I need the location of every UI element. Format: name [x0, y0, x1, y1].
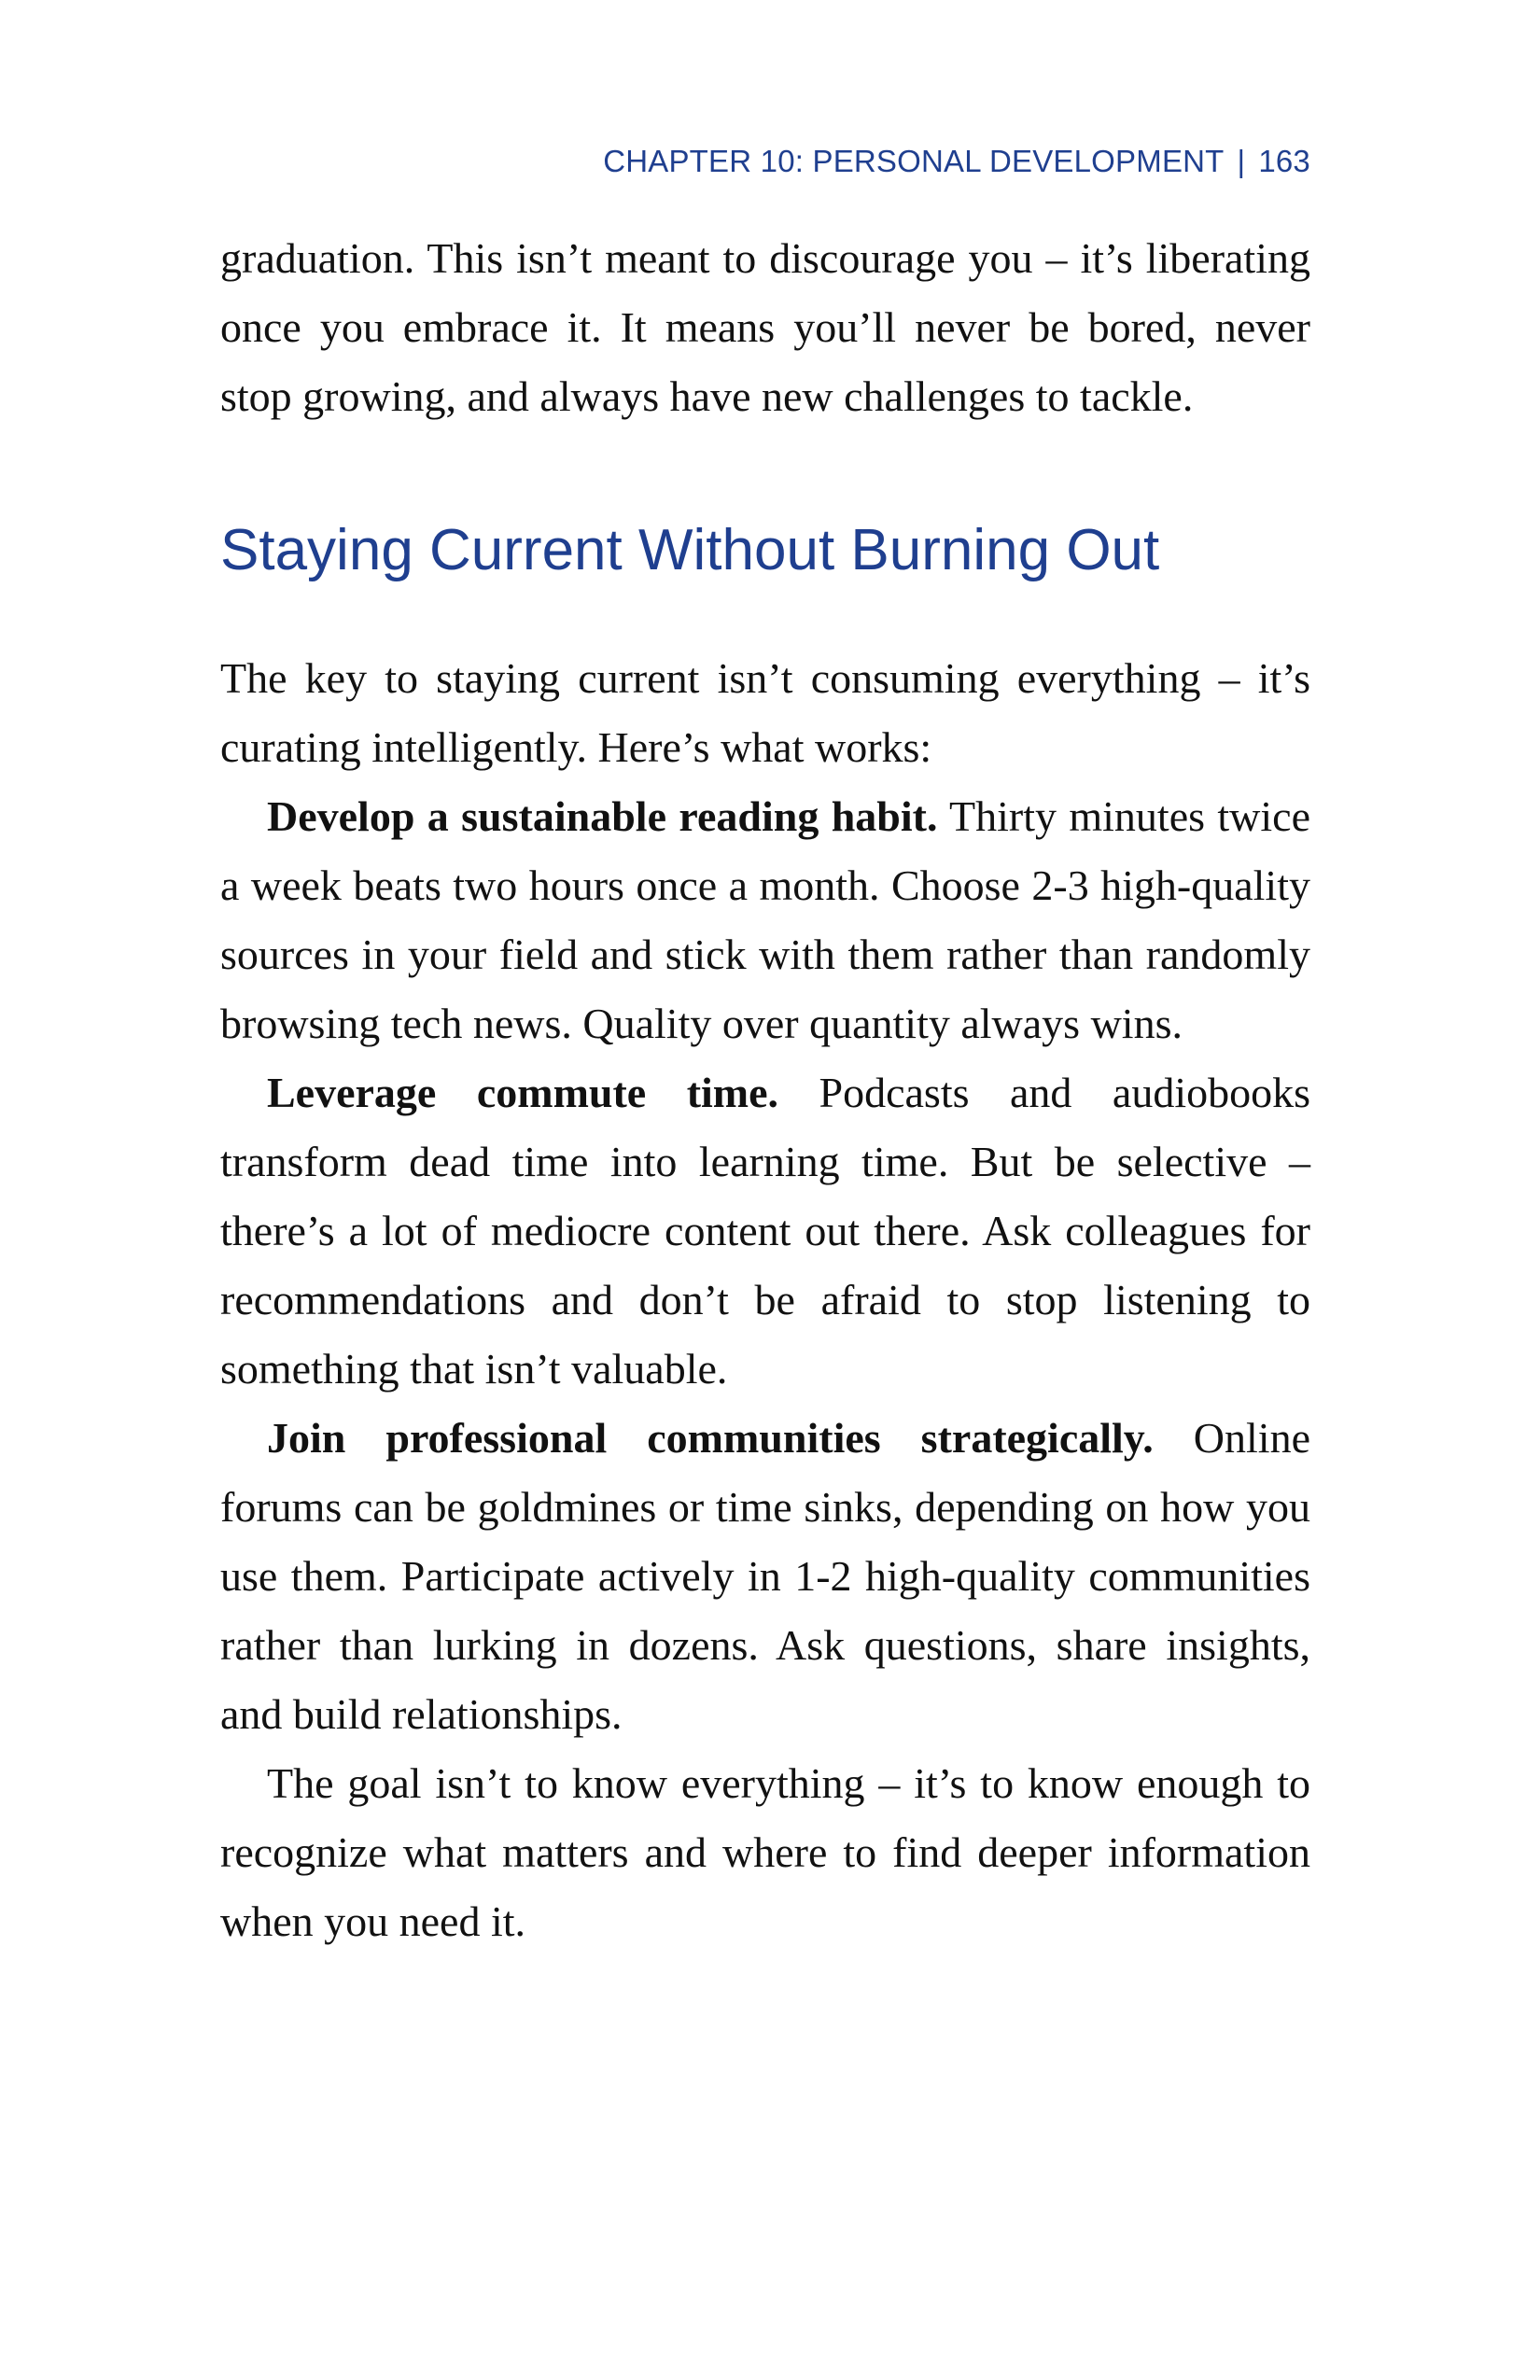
tip-text: Online forums can be goldmines or time sinks, depending on how you use them. Participate actively in 1-2 high-quality communities rather than lurking in dozens. Ask questions, share insights, and build relationships. [220, 1414, 1310, 1738]
tip-paragraph-communities [220, 1404, 1310, 1749]
tip-paragraph-commute [220, 1058, 1310, 1404]
closing-paragraph: The goal isn’t to know everything – it’s to know enough to recognize what matters and where to find deeper information when you need it. [220, 1759, 1310, 1945]
continued-paragraph: graduation. This isn’t meant to discourage you – it’s liberating once you embrace it. It means you’ll never be bored, never stop growing, and always have new challenges to tackle. [220, 234, 1310, 420]
running-head [220, 144, 1310, 179]
tip-lead: Join professional communities strategically. [267, 1414, 1154, 1462]
tip-lead: Leverage commute time. [267, 1069, 779, 1116]
header-separator: | [1237, 144, 1246, 178]
page-number: 163 [1258, 144, 1310, 178]
chapter-title: CHAPTER 10: PERSONAL DEVELOPMENT [603, 144, 1225, 178]
tip-text: Thirty minutes twice a week beats two hours once a month. Choose 2-3 high-quality sources in your field and stick with them rather than randomly browsing tech news. Quality over quantity always wins. [220, 792, 1311, 1047]
body-text [220, 224, 1310, 1956]
tip-text: Podcasts and audiobooks transform dead time into learning time. But be selective – there’s a lot of mediocre content out there. Ask colleagues for recommendations and don’t be afraid to stop listening to something that isn’t valuable. [220, 1069, 1310, 1393]
section-heading: Staying Current Without Burning Out [220, 518, 1160, 582]
tip-paragraph-reading [220, 782, 1310, 1058]
intro-paragraph: The key to staying current isn’t consuming everything – it’s curating intelligently. Here’s what works: [220, 654, 1310, 771]
tip-lead: Develop a sustainable reading habit. [267, 792, 938, 840]
